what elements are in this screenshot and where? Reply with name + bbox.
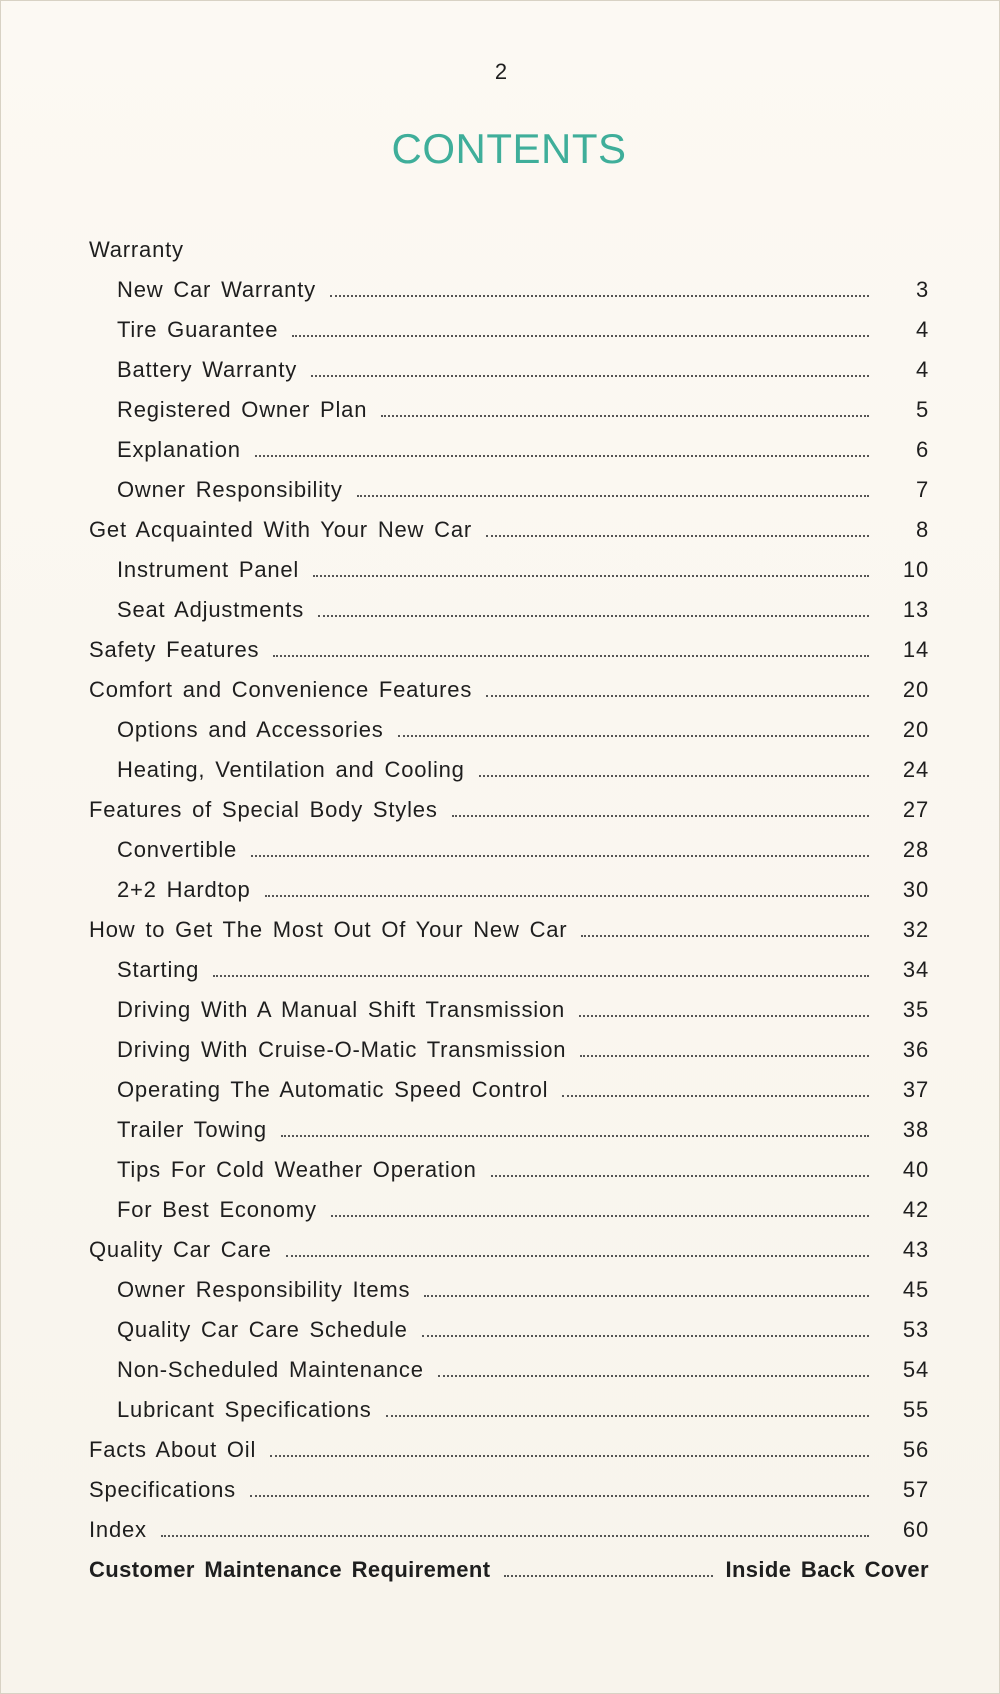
toc-entry-text: Convertible bbox=[117, 837, 238, 862]
toc-page-ref: 36 bbox=[902, 1037, 929, 1062]
toc-entry-facts-about-oil[interactable] bbox=[89, 1423, 929, 1463]
toc-entry-hardtop[interactable] bbox=[89, 863, 929, 903]
toc-page-ref: 10 bbox=[902, 557, 929, 582]
toc-page-ref: 37 bbox=[902, 1077, 929, 1102]
toc-entry-text: Operating The Automatic Speed Control bbox=[117, 1077, 549, 1102]
dot-leader bbox=[273, 655, 869, 657]
toc-entry-text: Specifications bbox=[89, 1477, 236, 1502]
toc-entry-text: Owner Responsibility bbox=[117, 477, 343, 502]
toc-entry-text: Tips For Cold Weather Operation bbox=[117, 1157, 477, 1182]
toc-entry-text: Quality Car Care Schedule bbox=[117, 1317, 408, 1342]
dot-leader bbox=[251, 855, 869, 857]
toc-entry-text: 2+2 Hardtop bbox=[117, 877, 251, 902]
dot-leader bbox=[292, 335, 869, 337]
toc-page-ref: Inside Back Cover bbox=[725, 1557, 929, 1582]
dot-leader bbox=[255, 455, 869, 457]
toc-entry-non-scheduled[interactable] bbox=[89, 1343, 929, 1383]
toc-entry-best-economy[interactable] bbox=[89, 1183, 929, 1223]
toc-page-ref: 53 bbox=[902, 1317, 929, 1342]
toc-entry-text: For Best Economy bbox=[117, 1197, 317, 1222]
dot-leader bbox=[438, 1375, 869, 1377]
toc-entry-text: Comfort and Convenience Features bbox=[89, 677, 473, 702]
page-number: 2 bbox=[494, 59, 508, 84]
dot-leader bbox=[357, 495, 869, 497]
toc-page-ref: 14 bbox=[902, 637, 929, 662]
dot-leader bbox=[491, 1175, 869, 1177]
toc-entry-safety-features[interactable] bbox=[89, 623, 929, 663]
toc-page-ref: 7 bbox=[915, 477, 929, 502]
dot-leader bbox=[311, 375, 869, 377]
toc-entry-options-accessories[interactable] bbox=[89, 703, 929, 743]
dot-leader bbox=[581, 935, 869, 937]
dot-leader bbox=[286, 1255, 869, 1257]
dot-leader bbox=[580, 1055, 869, 1057]
dot-leader bbox=[452, 815, 869, 817]
toc-page-ref: 56 bbox=[902, 1437, 929, 1462]
toc-entry-text: Quality Car Care bbox=[89, 1237, 272, 1262]
dot-leader bbox=[504, 1575, 713, 1577]
toc-entry-starting[interactable] bbox=[89, 943, 929, 983]
table-of-contents bbox=[89, 223, 929, 1583]
toc-entry-trailer-towing[interactable] bbox=[89, 1103, 929, 1143]
toc-page-ref: 45 bbox=[902, 1277, 929, 1302]
toc-entry-new-car-warranty[interactable] bbox=[89, 263, 929, 303]
toc-entry-tire-guarantee[interactable] bbox=[89, 303, 929, 343]
toc-page-ref: 4 bbox=[915, 317, 929, 342]
toc-page-ref: 30 bbox=[902, 877, 929, 902]
toc-entry-customer-maintenance[interactable] bbox=[89, 1543, 929, 1583]
toc-page-ref: 42 bbox=[902, 1197, 929, 1222]
toc-page-ref: 43 bbox=[902, 1237, 929, 1262]
toc-entry-speed-control[interactable] bbox=[89, 1063, 929, 1103]
toc-entry-heating-ventilation[interactable] bbox=[89, 743, 929, 783]
toc-page-ref: 28 bbox=[902, 837, 929, 862]
toc-page-ref: 24 bbox=[902, 757, 929, 782]
toc-entry-quality-car-care[interactable] bbox=[89, 1223, 929, 1263]
toc-entry-text: Explanation bbox=[117, 437, 241, 462]
toc-entry-warranty[interactable] bbox=[89, 223, 929, 263]
toc-entry-text: Heating, Ventilation and Cooling bbox=[117, 757, 465, 782]
toc-page-ref: 55 bbox=[902, 1397, 929, 1422]
toc-page-ref: 20 bbox=[902, 717, 929, 742]
toc-entry-text: Driving With A Manual Shift Transmission bbox=[117, 997, 566, 1022]
toc-entry-text: Features of Special Body Styles bbox=[89, 797, 438, 822]
toc-entry-text: Seat Adjustments bbox=[117, 597, 305, 622]
toc-page-ref: 35 bbox=[902, 997, 929, 1022]
toc-page-ref: 34 bbox=[902, 957, 929, 982]
dot-leader bbox=[330, 295, 869, 297]
dot-leader bbox=[318, 615, 869, 617]
dot-leader bbox=[250, 1495, 869, 1497]
toc-entry-text: Registered Owner Plan bbox=[117, 397, 368, 422]
toc-entry-battery-warranty[interactable] bbox=[89, 343, 929, 383]
toc-entry-manual-shift[interactable] bbox=[89, 983, 929, 1023]
toc-entry-text: Owner Responsibility Items bbox=[117, 1277, 411, 1302]
contents-title: CONTENTS bbox=[391, 125, 627, 172]
toc-entry-text: Get Acquainted With Your New Car bbox=[89, 517, 473, 542]
dot-leader bbox=[386, 1415, 869, 1417]
dot-leader bbox=[398, 735, 869, 737]
toc-entry-instrument-panel[interactable] bbox=[89, 543, 929, 583]
dot-leader bbox=[479, 775, 869, 777]
toc-page-ref: 4 bbox=[915, 357, 929, 382]
toc-entry-text: Battery Warranty bbox=[117, 357, 298, 382]
dot-leader bbox=[486, 695, 869, 697]
toc-page-ref: 38 bbox=[902, 1117, 929, 1142]
toc-entry-seat-adjustments[interactable] bbox=[89, 583, 929, 623]
dot-leader bbox=[486, 535, 869, 537]
toc-page-ref: 27 bbox=[902, 797, 929, 822]
toc-entry-text: Trailer Towing bbox=[117, 1117, 267, 1142]
toc-entry-text: Lubricant Specifications bbox=[117, 1397, 372, 1422]
dot-leader bbox=[579, 1015, 869, 1017]
toc-entry-text: Tire Guarantee bbox=[117, 317, 279, 342]
toc-page-ref: 13 bbox=[902, 597, 929, 622]
toc-entry-text: Facts About Oil bbox=[89, 1437, 257, 1462]
toc-page-ref: 54 bbox=[902, 1357, 929, 1382]
dot-leader bbox=[424, 1295, 869, 1297]
toc-entry-text: Options and Accessories bbox=[117, 717, 384, 742]
toc-entry-text: Non-Scheduled Maintenance bbox=[117, 1357, 424, 1382]
dot-leader bbox=[313, 575, 869, 577]
toc-page-ref: 5 bbox=[915, 397, 929, 422]
toc-entry-text: Safety Features bbox=[89, 637, 260, 662]
dot-leader bbox=[422, 1335, 869, 1337]
toc-page-ref: 3 bbox=[915, 277, 929, 302]
toc-entry-registered-owner-plan[interactable] bbox=[89, 383, 929, 423]
toc-entry-text: Warranty bbox=[89, 237, 184, 262]
toc-entry-owner-responsibility[interactable] bbox=[89, 463, 929, 503]
toc-page-ref: 8 bbox=[915, 517, 929, 542]
dot-leader bbox=[381, 415, 869, 417]
toc-page-ref: 60 bbox=[902, 1517, 929, 1542]
toc-page-ref: 32 bbox=[902, 917, 929, 942]
toc-entry-lubricant-specs[interactable] bbox=[89, 1383, 929, 1423]
toc-entry-specifications[interactable] bbox=[89, 1463, 929, 1503]
toc-entry-convertible[interactable] bbox=[89, 823, 929, 863]
dot-leader bbox=[270, 1455, 869, 1457]
toc-entry-text: Starting bbox=[117, 957, 200, 982]
dot-leader bbox=[331, 1215, 869, 1217]
toc-entry-care-schedule[interactable] bbox=[89, 1303, 929, 1343]
toc-entry-comfort-convenience[interactable] bbox=[89, 663, 929, 703]
dot-leader bbox=[562, 1095, 869, 1097]
dot-leader bbox=[281, 1135, 869, 1137]
toc-entry-cruise-o-matic[interactable] bbox=[89, 1023, 929, 1063]
toc-entry-index[interactable] bbox=[89, 1503, 929, 1543]
dot-leader bbox=[213, 975, 869, 977]
toc-entry-explanation[interactable] bbox=[89, 423, 929, 463]
toc-entry-text: Driving With Cruise-O-Matic Transmission bbox=[117, 1037, 567, 1062]
toc-entry-text: Index bbox=[89, 1517, 147, 1542]
toc-entry-cold-weather[interactable] bbox=[89, 1143, 929, 1183]
toc-page-ref: 20 bbox=[902, 677, 929, 702]
toc-entry-most-out-of-car[interactable] bbox=[89, 903, 929, 943]
toc-entry-special-body-styles[interactable] bbox=[89, 783, 929, 823]
toc-entry-text: Instrument Panel bbox=[117, 557, 300, 582]
toc-page-ref: 6 bbox=[915, 437, 929, 462]
toc-entry-text: How to Get The Most Out Of Your New Car bbox=[89, 917, 568, 942]
toc-entry-get-acquainted[interactable] bbox=[89, 503, 929, 543]
toc-entry-text: New Car Warranty bbox=[117, 277, 316, 302]
dot-leader bbox=[265, 895, 870, 897]
toc-entry-owner-responsibility-items[interactable] bbox=[89, 1263, 929, 1303]
toc-entry-text: Customer Maintenance Requirement bbox=[89, 1557, 491, 1582]
toc-page-ref: 57 bbox=[902, 1477, 929, 1502]
dot-leader bbox=[161, 1535, 869, 1537]
toc-page-ref: 40 bbox=[902, 1157, 929, 1182]
